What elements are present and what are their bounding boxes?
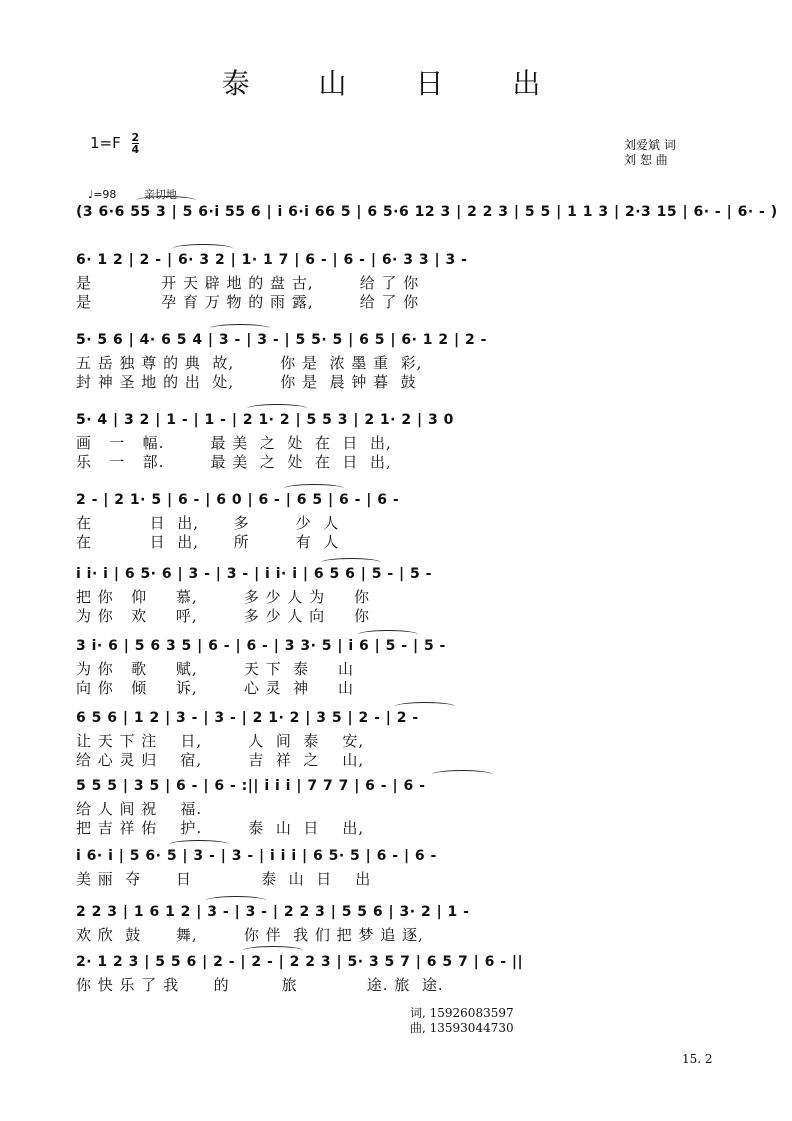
- notation-line: [76, 900, 716, 926]
- composer-phone: 曲, 13593044730: [410, 1021, 514, 1035]
- lyric-line: 让 天 下 注 日, 人 间 泰 安,: [76, 732, 365, 750]
- slur-arc: [247, 404, 307, 413]
- lyric-line: 你 快 乐 了 我 的 旅 途. 旅 途.: [76, 976, 444, 994]
- notation-text: 2· 1 2 3 | 5 5 6 | 2 - | 2 - | 2 2 3 | 5· 3 5 7 | 6 5 7 | 6 - ||: [76, 954, 524, 970]
- expression-marking: 亲切地: [143, 188, 177, 201]
- slur-arc: [284, 484, 344, 493]
- credits: [624, 138, 676, 168]
- lyric-line: 封 神 圣 地 的 出 处, 你 是 晨 钟 暮 鼓: [76, 373, 417, 391]
- page-number: 15. 2: [682, 1052, 713, 1066]
- notation-line: [76, 844, 716, 870]
- lyricist-credit: 刘爱斌 词: [624, 138, 676, 152]
- notation-text: (3 6·6 55 3 | 5 6·i 55 6 | i 6·i 66 5 | 6 5·6 12 3 | 2 2 3 | 5 5 | 1 1 3 | 2·3 15 | 6· - | 6· - ): [76, 204, 778, 220]
- lyric-line: 为 你 欢 呼, 多 少 人 向 你: [76, 607, 370, 625]
- notation-line: [76, 248, 716, 274]
- slur-arc: [210, 324, 270, 333]
- lyric-line: 欢 欣 鼓 舞, 你 伴 我 们 把 梦 追 逐,: [76, 926, 424, 944]
- notation-line: [76, 328, 716, 354]
- slur-arc: [321, 558, 381, 567]
- notation-text: 2 2 3 | 1 6 1 2 | 3 - | 3 - | 2 2 3 | 5 5 6 | 3· 2 | 1 -: [76, 904, 470, 920]
- slur-arc: [395, 702, 455, 711]
- score-system: [76, 900, 716, 945]
- score-system: [76, 706, 716, 770]
- lyric-line: 在 日 出, 多 少 人: [76, 514, 340, 532]
- lyric-line: 把 你 仰 慕, 多 少 人 为 你: [76, 588, 370, 606]
- slur-arc: [173, 244, 233, 253]
- tempo-value: ♩=98: [88, 188, 117, 201]
- lyric-line: 美 丽 夺 日 泰 山 日 出: [76, 870, 372, 888]
- notation-text: 2 - | 2 1· 5 | 6 - | 6 0 | 6 - | 6 5 | 6 - | 6 -: [76, 492, 400, 508]
- notation-text: 5· 5 6 | 4· 6 5 4 | 3 - | 3 - | 5 5· 5 | 6 5 | 6· 1 2 | 2 -: [76, 332, 487, 348]
- notation-line: [76, 950, 716, 976]
- key-signature: [90, 132, 139, 155]
- lyric-line: 给 心 灵 归 宿, 吉 祥 之 山,: [76, 751, 365, 769]
- notation-line: [76, 634, 716, 660]
- time-signature: [132, 132, 140, 155]
- score-system: [76, 488, 716, 552]
- score-system: [76, 950, 716, 995]
- lyric-line: 给 人 间 祝 福.: [76, 800, 203, 818]
- score-system: [76, 408, 716, 472]
- lyric-line: 是 开 天 辟 地 的 盘 古, 给 了 你: [76, 274, 420, 292]
- slur-arc: [206, 896, 266, 905]
- lyric-line: 画 一 幅. 最 美 之 处 在 日 出,: [76, 434, 392, 452]
- notation-line: [76, 706, 716, 732]
- notation-line: [76, 200, 778, 226]
- key-label: 1=F: [90, 134, 121, 152]
- notation-text: 6· 1 2 | 2 - | 6· 3 2 | 1· 1 7 | 6 - | 6 - | 6· 3 3 | 3 -: [76, 252, 468, 268]
- notation-line: [76, 488, 716, 514]
- score-system: [76, 248, 716, 312]
- notation-line: [76, 774, 716, 800]
- score-system: [76, 328, 716, 392]
- lyric-line: 五 岳 独 尊 的 典 故, 你 是 浓 墨 重 彩,: [76, 354, 423, 372]
- lyric-line: 向 你 倾 诉, 心 灵 神 山: [76, 679, 354, 697]
- lyricist-phone: 词, 15926083597: [410, 1006, 514, 1020]
- score-system: [76, 634, 716, 698]
- score-system: [76, 774, 716, 838]
- time-numerator: 2: [131, 131, 140, 144]
- slur-arc: [358, 630, 418, 639]
- contact-info: [410, 1006, 514, 1036]
- score-system: [76, 844, 716, 889]
- score-system: [76, 200, 778, 226]
- lyric-line: 把 吉 祥 佑 护. 泰 山 日 出,: [76, 819, 365, 837]
- song-title: 泰 山 日 出: [221, 67, 571, 100]
- lyric-line: 在 日 出, 所 有 人: [76, 533, 340, 551]
- slur-arc: [432, 770, 492, 779]
- notation-text: 5 5 5 | 3 5 | 6 - | 6 - :|| i i i | 7 7 7 | 6 - | 6 -: [76, 778, 426, 794]
- notation-text: i i· i | 6 5· 6 | 3 - | 3 - | i i· i | 6 5 6 | 5 - | 5 -: [76, 566, 432, 582]
- notation-text: 6 5 6 | 1 2 | 3 - | 3 - | 2 1· 2 | 3 5 | 2 - | 2 -: [76, 710, 419, 726]
- slur-arc: [243, 946, 303, 955]
- lyric-line: 乐 一 部. 最 美 之 处 在 日 出,: [76, 453, 392, 471]
- notation-line: [76, 562, 716, 588]
- notation-text: i 6· i | 5 6· 5 | 3 - | 3 - | i i i | 6 5· 5 | 6 - | 6 -: [76, 848, 437, 864]
- score-system: [76, 562, 716, 626]
- composer-credit: 刘 恕 曲: [624, 153, 668, 167]
- notation-line: [76, 408, 716, 434]
- time-denominator: 4: [131, 143, 140, 156]
- notation-text: 5· 4 | 3 2 | 1 - | 1 - | 2 1· 2 | 5 5 3 | 2 1· 2 | 3 0: [76, 412, 454, 428]
- slur-arc: [136, 196, 196, 205]
- lyric-line: 是 孕 育 万 物 的 雨 露, 给 了 你: [76, 293, 420, 311]
- slur-arc: [169, 840, 229, 849]
- lyric-line: 为 你 歌 赋, 天 下 泰 山: [76, 660, 354, 678]
- notation-text: 3 i· 6 | 5 6 3 5 | 6 - | 6 - | 3 3· 5 | i 6 | 5 - | 5 -: [76, 638, 446, 654]
